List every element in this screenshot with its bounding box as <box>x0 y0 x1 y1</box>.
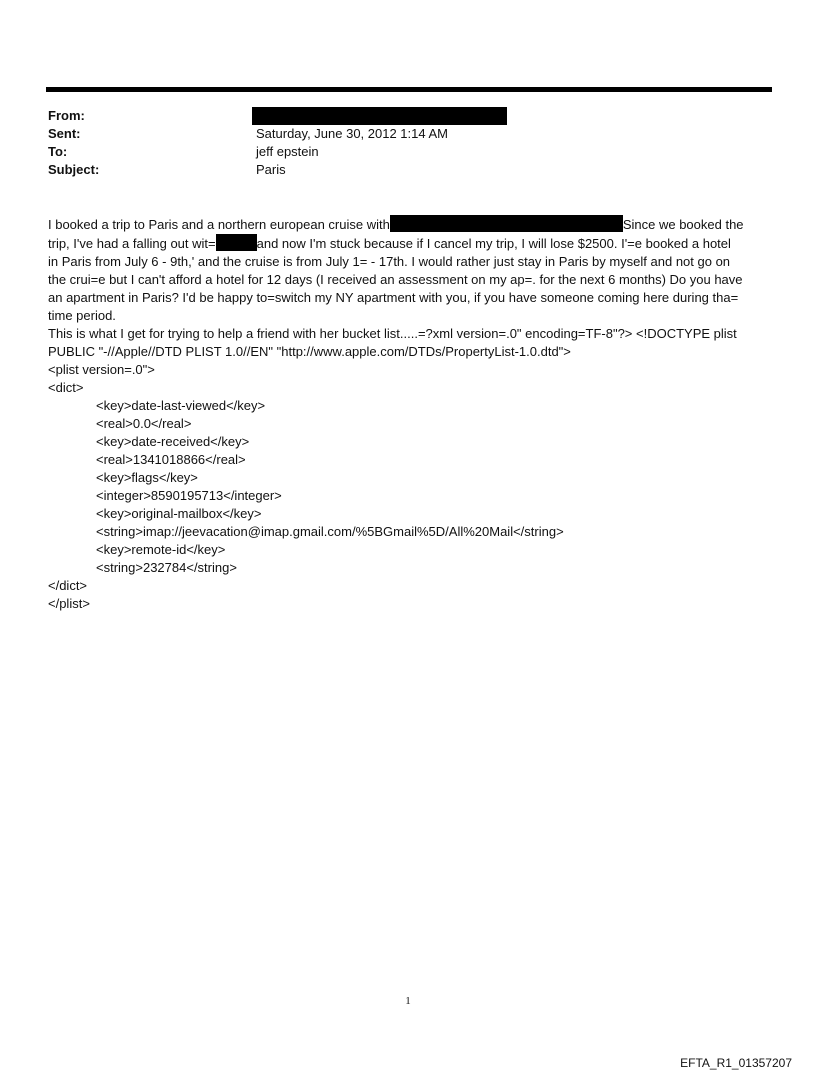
sent-label: Sent: <box>48 126 81 141</box>
redaction-bar <box>390 215 623 232</box>
plist-line: <key>remote-id</key> <box>96 542 226 557</box>
plist-close: </plist> <box>48 596 90 611</box>
email-body <box>48 215 770 613</box>
body-line: in Paris from July 6 - 9th,' and the cruise is from July 1= - 17th. I would rather just stay in Paris by myself and not go on <box>48 254 731 269</box>
to-row <box>48 143 768 161</box>
plist-line: <real>0.0</real> <box>96 416 192 431</box>
dict-open: <dict> <box>48 380 84 395</box>
body-line: PUBLIC "-//Apple//DTD PLIST 1.0//EN" "http://www.apple.com/DTDs/PropertyList-1.0.dtd"> <box>48 344 571 359</box>
document-id: EFTA_R1_01357207 <box>680 1056 792 1070</box>
plist-open: <plist version=.0"> <box>48 362 155 377</box>
plist-line: <key>original-mailbox</key> <box>96 506 262 521</box>
plist-line: <integer>8590195713</integer> <box>96 488 282 503</box>
body-line: This is what I get for trying to help a friend with her bucket list.....=?xml version=.0" encoding=TF-8"?> <!DOCTYPE plist <box>48 326 737 341</box>
body-text-segment: trip, I've had a falling out wit= <box>48 236 216 251</box>
plist-line: <real>1341018866</real> <box>96 452 246 467</box>
plist-line: <key>flags</key> <box>96 470 198 485</box>
plist-line: <string>232784</string> <box>96 560 237 575</box>
redaction-bar <box>216 234 257 251</box>
redaction-bar <box>252 107 507 125</box>
header-rule <box>46 87 772 92</box>
body-text-segment: and now I'm stuck because if I cancel my trip, I will lose $2500. I'=e booked a hotel <box>256 236 731 251</box>
body-text-segment: Since we booked the <box>622 217 744 232</box>
page-number: 1 <box>405 995 411 1007</box>
dict-close: </dict> <box>48 578 88 593</box>
subject-row <box>48 161 768 179</box>
to-label: To: <box>48 144 68 159</box>
sent-row <box>48 125 768 143</box>
body-line <box>48 215 770 234</box>
to-value: jeff epstein <box>256 144 319 159</box>
plist-line: <key>date-received</key> <box>96 434 250 449</box>
body-line: an apartment in Paris? I'd be happy to=switch my NY apartment with you, if you have someone coming here during tha= <box>48 290 739 305</box>
body-line <box>48 234 770 253</box>
body-text-segment: I booked a trip to Paris and a northern european cruise with <box>48 217 390 232</box>
plist-line: <key>date-last-viewed</key> <box>96 398 266 413</box>
subject-value: Paris <box>256 162 286 177</box>
from-row <box>48 107 768 125</box>
from-label: From: <box>48 108 85 123</box>
plist-line: <string>imap://jeevacation@imap.gmail.com/%5BGmail%5D/All%20Mail</string> <box>96 524 564 539</box>
body-line: the crui=e but I can't afford a hotel for 12 days (I received an assessment on my ap=. for the next 6 months) Do you have <box>48 272 743 287</box>
subject-label: Subject: <box>48 162 100 177</box>
plist-entries <box>48 397 770 577</box>
sent-value: Saturday, June 30, 2012 1:14 AM <box>256 126 449 141</box>
body-line: time period. <box>48 308 116 323</box>
